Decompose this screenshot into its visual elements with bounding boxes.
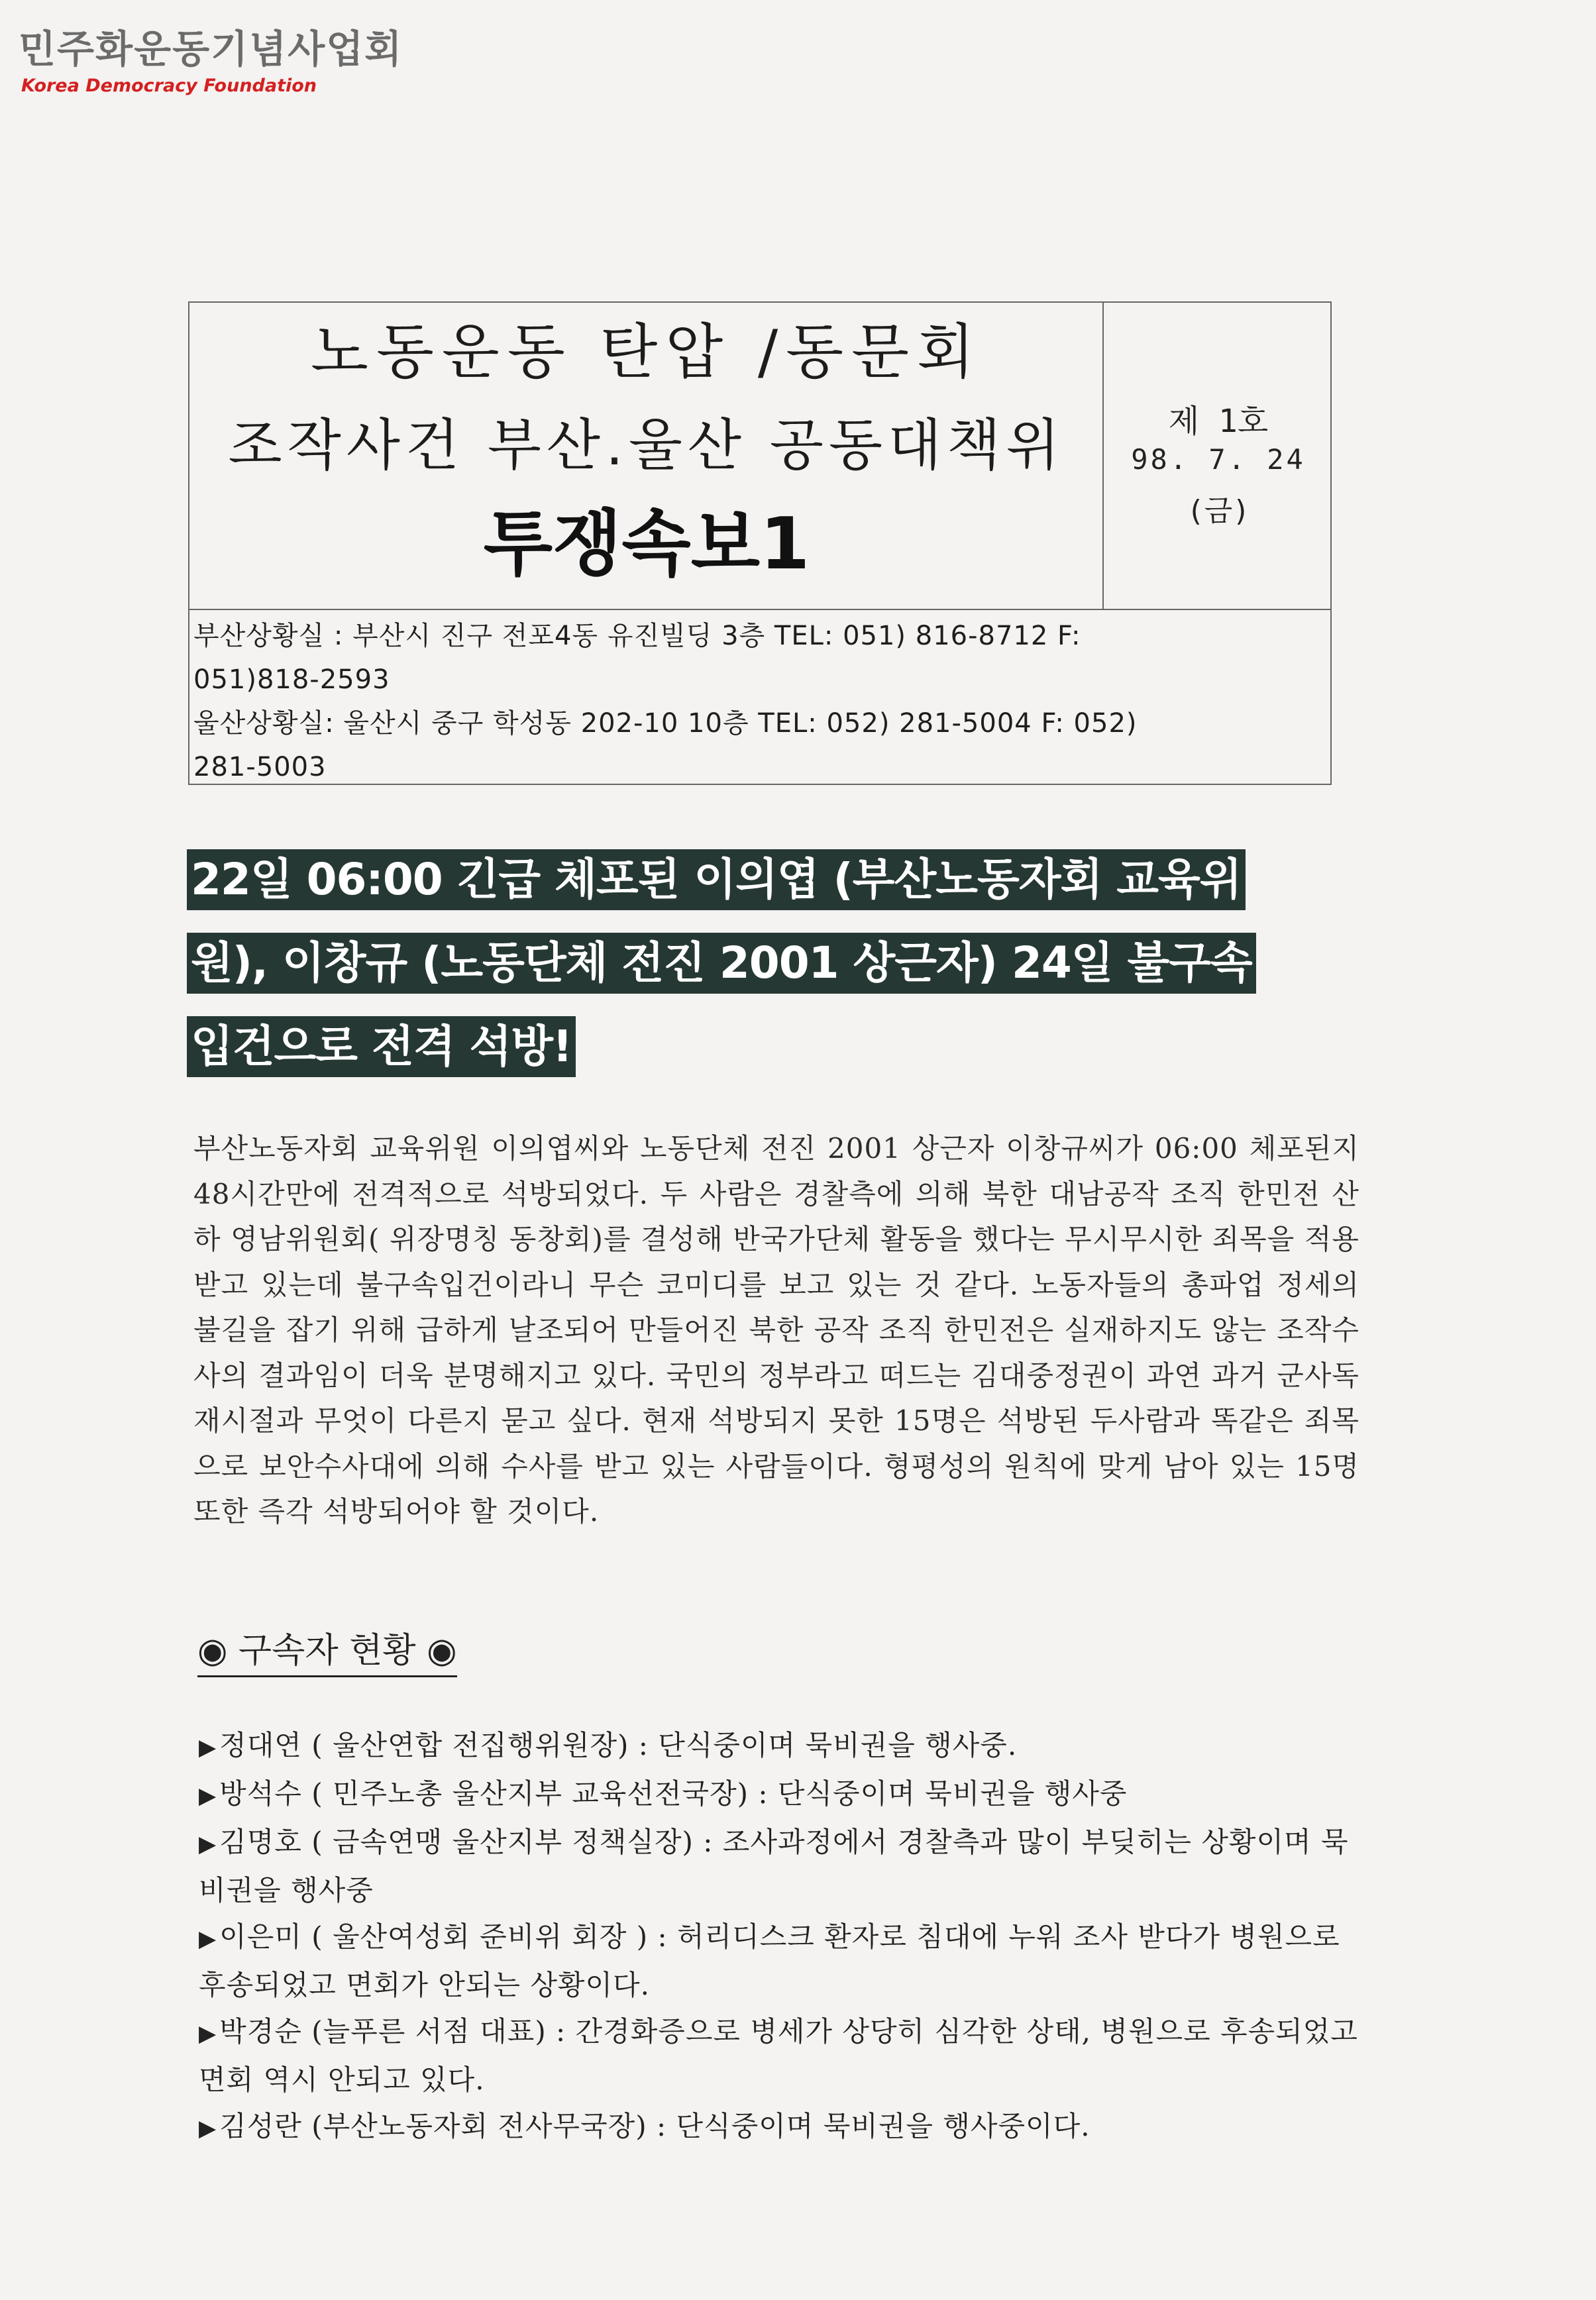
contact-line: 부산상황실 : 부산시 진구 전포4동 유진빌딩 3층 TEL: 051) 816-8712 F: bbox=[193, 621, 1081, 651]
contact-line: 281-5003 bbox=[193, 752, 327, 782]
triangle-bullet-icon: ▶ bbox=[199, 2115, 217, 2142]
triangle-bullet-icon: ▶ bbox=[199, 1734, 217, 1761]
list-item bbox=[199, 2103, 1371, 2152]
logo-english-text: Korea Democracy Foundation bbox=[21, 76, 317, 96]
list-item bbox=[199, 2009, 1371, 2103]
detainee-text: 박경순 (늘푸른 서점 대표) : 간경화증으로 병세가 상당히 심각한 상태, 병원으로 후송되었고 면회 역시 안되고 있다. bbox=[199, 2015, 1358, 2096]
issue-weekday: (금) bbox=[1187, 494, 1250, 528]
detainee-text: 김성란 (부산노동자회 전사무국장) : 단식중이며 묵비권을 행사중이다. bbox=[219, 2110, 1091, 2142]
detainee-text: 김명호 ( 금속연맹 울산지부 정책실장) : 조사과정에서 경찰측과 많이 부딪히는 상황이며 묵비권을 행사중 bbox=[199, 1826, 1349, 1907]
detainee-text: 정대연 ( 울산연합 전집행위원장) : 단식중이며 묵비권을 행사중. bbox=[219, 1729, 1018, 1761]
headline-line: 입건으로 전격 석방! bbox=[187, 1016, 576, 1077]
headline bbox=[187, 849, 1353, 1100]
list-item bbox=[199, 1771, 1371, 1819]
section-heading-detainees: ◉ 구속자 현황 ◉ bbox=[197, 1626, 457, 1677]
contact-line: 울산상황실: 울산시 중구 학성동 202-10 10층 TEL: 052) 281-5004 F: 052) bbox=[193, 708, 1138, 739]
contact-line: 051)818-2593 bbox=[193, 664, 390, 695]
detainee-text: 이은미 ( 울산여성회 준비위 회장 ) : 허리디스크 환자로 침대에 누워 조사 받다가 병원으로 후송되었고 면회가 안되는 상황이다. bbox=[199, 1920, 1340, 2001]
article-body: 부산노동자회 교육위원 이의엽씨와 노동단체 전진 2001 상근자 이창규씨가 06:00 체포된지 48시간만에 전격적으로 석방되었다. 두 사람은 경찰측에 의해 북한 대남공작 조직 한민전 산하 영남위원회( 위장명칭 동창회)를 결성해 반국가단체 활동을 했다는 무시무시한 죄목을 적용받고 있는데 불구속입건이라니 무슨 코미디를 보고 있는 것 같다. 노동자들의 총파업 정세의 불길을 잡기 위해 급하게 날조되어 만들어진 북한 공작 조직 한민전은 실재하지도 않는 조작수사의 결과임이 더욱 분명해지고 있다. 국민의 정부라고 떠드는 김대중정권이 과연 과거 군사독재시절과 무엇이 다른지 묻고 싶다. 현재 석방되지 못한 15명은 석방된 두사람과 똑같은 죄목으로 보안수사대에 의해 수사를 받고 있는 사람들이다. 형평성의 원칙에 맞게 남아 있는 15명 또한 즉각 석방되어야 할 것이다. bbox=[193, 1132, 1359, 1528]
list-item bbox=[199, 1819, 1371, 1914]
issue-info bbox=[1104, 303, 1333, 609]
list-item bbox=[199, 1722, 1371, 1771]
triangle-bullet-icon: ▶ bbox=[199, 2020, 217, 2047]
logo-korean-text: 민주화운동기념사업회 bbox=[19, 26, 403, 72]
detainee-list bbox=[199, 1722, 1371, 2152]
bulletin-title: 투쟁속보1 bbox=[483, 503, 810, 586]
list-item bbox=[199, 1914, 1371, 2009]
masthead-box bbox=[188, 301, 1332, 785]
headline-line: 원), 이창규 (노동단체 전진 2001 상근자) 24일 불구속 bbox=[187, 933, 1256, 994]
contact-info bbox=[189, 609, 1330, 786]
triangle-bullet-icon: ▶ bbox=[199, 1926, 217, 1952]
foundation-logo bbox=[19, 25, 403, 99]
detainee-text: 방석수 ( 민주노총 울산지부 교육선전국장) : 단식중이며 묵비권을 행사중 bbox=[219, 1777, 1128, 1810]
masthead-title-line1: 노동운동 탄압 /동문회 bbox=[311, 317, 983, 387]
headline-line: 22일 06:00 긴급 체포된 이의엽 (부산노동자회 교육위 bbox=[187, 849, 1246, 910]
masthead-title-area bbox=[189, 303, 1104, 609]
triangle-bullet-icon: ▶ bbox=[199, 1783, 217, 1809]
triangle-bullet-icon: ▶ bbox=[199, 1831, 217, 1857]
issue-number: 제 1호 bbox=[1168, 403, 1269, 440]
masthead-title-line2: 조작사건 부산.울산 공동대책위 bbox=[228, 413, 1065, 478]
issue-date: 98. 7. 24 bbox=[1131, 443, 1306, 476]
